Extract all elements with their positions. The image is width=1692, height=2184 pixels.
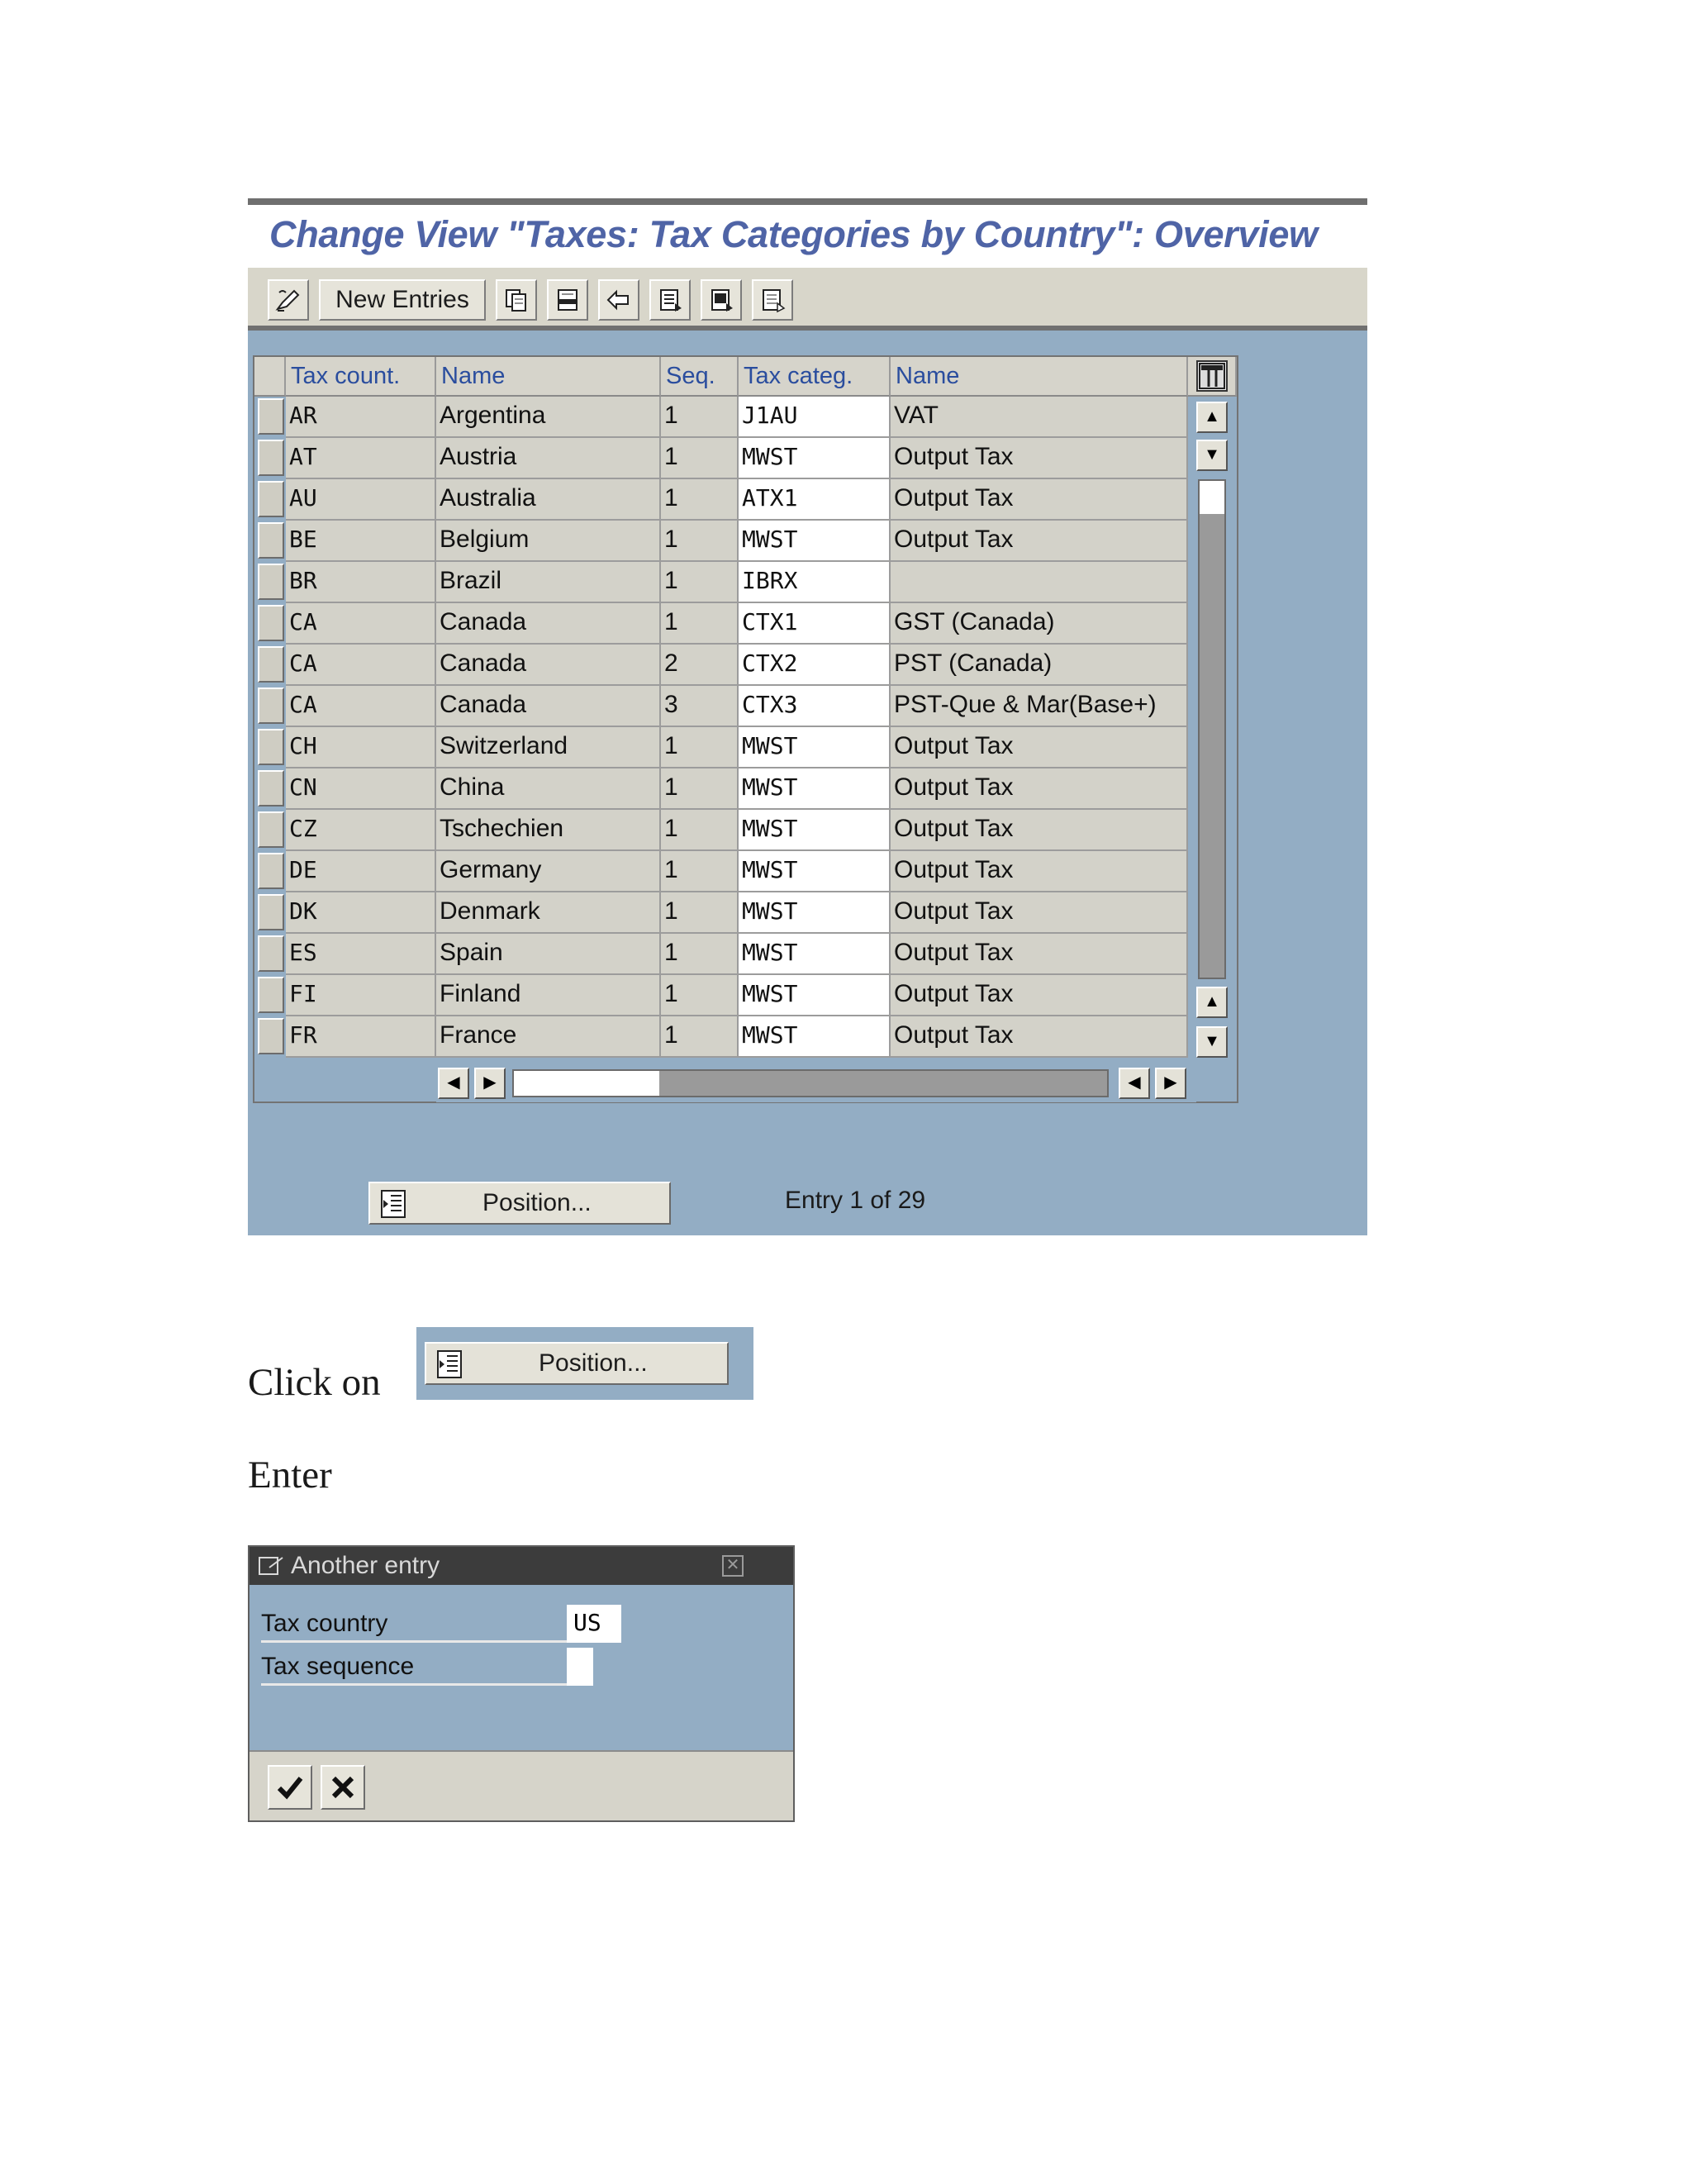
cell-tax-country: FI bbox=[286, 975, 436, 1016]
row-selector[interactable] bbox=[258, 688, 284, 724]
cell-seq: 1 bbox=[661, 768, 739, 810]
cell-tax-country: ES bbox=[286, 934, 436, 975]
dialog-close-icon[interactable]: ✕ bbox=[722, 1555, 744, 1577]
row-selector[interactable] bbox=[258, 398, 284, 435]
cell-category-name: GST (Canada) bbox=[891, 603, 1188, 645]
dialog-icon bbox=[258, 1554, 286, 1577]
table-row bbox=[254, 851, 1188, 892]
cell-seq: 1 bbox=[661, 603, 739, 645]
cell-tax-country: CA bbox=[286, 645, 436, 686]
horizontal-scrollbar[interactable] bbox=[436, 1064, 1196, 1102]
table-row bbox=[254, 892, 1188, 934]
cell-category-name: Output Tax bbox=[891, 479, 1188, 521]
entry-info: Entry 1 of 29 bbox=[785, 1187, 926, 1214]
cell-tax-category[interactable]: MWST bbox=[739, 810, 891, 851]
horizontal-scrollbar-thumb[interactable] bbox=[514, 1071, 659, 1096]
position-button-illustration bbox=[416, 1327, 753, 1400]
cell-tax-category[interactable]: MWST bbox=[739, 934, 891, 975]
cell-seq: 1 bbox=[661, 851, 739, 892]
table-row bbox=[254, 768, 1188, 810]
undo-icon[interactable] bbox=[598, 279, 639, 321]
cell-country-name: Australia bbox=[436, 479, 661, 521]
select-all-rows-header[interactable] bbox=[254, 357, 286, 397]
table-row bbox=[254, 975, 1188, 1016]
horizontal-scrollbar-track[interactable] bbox=[512, 1069, 1109, 1097]
column-header-name[interactable]: Name bbox=[436, 357, 661, 397]
cell-country-name: Canada bbox=[436, 686, 661, 727]
table-settings-icon[interactable] bbox=[1196, 360, 1228, 392]
cell-tax-country: CH bbox=[286, 727, 436, 768]
cell-tax-country: BR bbox=[286, 562, 436, 603]
table-row bbox=[254, 479, 1188, 521]
sap-window bbox=[248, 198, 1367, 1235]
cell-category-name: Output Tax bbox=[891, 975, 1188, 1016]
row-selector[interactable] bbox=[258, 522, 284, 559]
cell-category-name: Output Tax bbox=[891, 892, 1188, 934]
cell-category-name: PST-Que & Mar(Base+) bbox=[891, 686, 1188, 727]
row-selector[interactable] bbox=[258, 729, 284, 765]
cell-tax-category[interactable]: CTX1 bbox=[739, 603, 891, 645]
cell-category-name: Output Tax bbox=[891, 934, 1188, 975]
instruction-click-on: Click on bbox=[248, 1361, 381, 1404]
row-selector[interactable] bbox=[258, 853, 284, 889]
illustration-position-label: Position... bbox=[539, 1349, 648, 1377]
cell-tax-country: CA bbox=[286, 603, 436, 645]
illustration-position-button[interactable] bbox=[425, 1342, 729, 1385]
cell-tax-category[interactable]: J1AU bbox=[739, 397, 891, 438]
position-button-label: Position... bbox=[482, 1189, 592, 1216]
scroll-down-icon[interactable]: ▼ bbox=[1196, 440, 1228, 471]
cell-seq: 1 bbox=[661, 934, 739, 975]
tax-sequence-label: Tax sequence bbox=[261, 1648, 567, 1686]
cell-category-name: Output Tax bbox=[891, 1016, 1188, 1058]
cell-country-name: Canada bbox=[436, 645, 661, 686]
cell-seq: 2 bbox=[661, 645, 739, 686]
cell-category-name: PST (Canada) bbox=[891, 645, 1188, 686]
dialog-title-bar bbox=[250, 1547, 793, 1585]
column-header-tax-category[interactable]: Tax categ. bbox=[739, 357, 891, 397]
cell-tax-category[interactable]: MWST bbox=[739, 521, 891, 562]
new-entries-button[interactable] bbox=[319, 279, 486, 321]
window-top-border bbox=[248, 198, 1367, 205]
cell-tax-category[interactable]: MWST bbox=[739, 892, 891, 934]
cell-country-name: Belgium bbox=[436, 521, 661, 562]
table-row bbox=[254, 934, 1188, 975]
copy-icon[interactable] bbox=[496, 279, 537, 321]
tax-category-table bbox=[253, 355, 1238, 1103]
cell-tax-country: CZ bbox=[286, 810, 436, 851]
title-area bbox=[248, 205, 1367, 268]
row-selector[interactable] bbox=[258, 564, 284, 600]
column-header-tax-country[interactable]: Tax count. bbox=[286, 357, 436, 397]
instruction-enter: Enter bbox=[248, 1454, 332, 1496]
cell-country-name: Canada bbox=[436, 603, 661, 645]
cell-category-name: Output Tax bbox=[891, 768, 1188, 810]
table-row bbox=[254, 397, 1188, 438]
vertical-scrollbar[interactable] bbox=[1193, 398, 1231, 1066]
cell-seq: 3 bbox=[661, 686, 739, 727]
row-selector[interactable] bbox=[258, 977, 284, 1013]
cell-category-name bbox=[891, 562, 1188, 603]
cell-category-name: Output Tax bbox=[891, 851, 1188, 892]
dialog-footer bbox=[250, 1750, 793, 1820]
cell-seq: 1 bbox=[661, 892, 739, 934]
deselect-all-icon[interactable] bbox=[752, 279, 793, 321]
cell-tax-category[interactable]: CTX2 bbox=[739, 645, 891, 686]
row-selector[interactable] bbox=[258, 770, 284, 807]
scrollbar-thumb[interactable] bbox=[1200, 481, 1224, 514]
tax-country-label: Tax country bbox=[261, 1605, 567, 1643]
column-settings-cell bbox=[1188, 357, 1237, 397]
select-all-icon[interactable] bbox=[649, 279, 691, 321]
position-button[interactable] bbox=[368, 1182, 671, 1225]
cell-seq: 1 bbox=[661, 727, 739, 768]
cell-country-name: Finland bbox=[436, 975, 661, 1016]
cell-seq: 1 bbox=[661, 479, 739, 521]
scroll-up-icon[interactable]: ▲ bbox=[1196, 402, 1228, 433]
cell-tax-country: FR bbox=[286, 1016, 436, 1058]
cell-category-name: Output Tax bbox=[891, 521, 1188, 562]
cell-tax-country: CN bbox=[286, 768, 436, 810]
cell-country-name: Spain bbox=[436, 934, 661, 975]
screen-title: Change View "Taxes: Tax Categories by Country": Overview bbox=[269, 213, 1318, 255]
cell-tax-category[interactable]: MWST bbox=[739, 438, 891, 479]
cell-tax-country: DE bbox=[286, 851, 436, 892]
column-header-seq[interactable]: Seq. bbox=[661, 357, 739, 397]
cell-seq: 1 bbox=[661, 521, 739, 562]
scroll-left-icon[interactable]: ◀ bbox=[438, 1068, 469, 1099]
cell-tax-category[interactable]: MWST bbox=[739, 727, 891, 768]
cell-category-name: Output Tax bbox=[891, 727, 1188, 768]
dialog-title: Another entry bbox=[291, 1552, 440, 1579]
cancel-x-icon[interactable] bbox=[321, 1765, 365, 1810]
cell-country-name: Tschechien bbox=[436, 810, 661, 851]
table-row bbox=[254, 645, 1188, 686]
cell-tax-category[interactable]: ATX1 bbox=[739, 479, 891, 521]
cell-tax-category[interactable]: MWST bbox=[739, 851, 891, 892]
row-selector[interactable] bbox=[258, 935, 284, 972]
tax-country-input[interactable]: US bbox=[567, 1605, 621, 1643]
column-header-category-name[interactable]: Name bbox=[891, 357, 1188, 397]
cell-tax-country: AR bbox=[286, 397, 436, 438]
scrollbar-track[interactable] bbox=[1198, 479, 1226, 979]
row-selector[interactable] bbox=[258, 646, 284, 683]
cell-seq: 1 bbox=[661, 438, 739, 479]
cell-country-name: France bbox=[436, 1016, 661, 1058]
cell-country-name: Denmark bbox=[436, 892, 661, 934]
table-row bbox=[254, 562, 1188, 603]
cell-seq: 1 bbox=[661, 397, 739, 438]
cell-tax-category[interactable]: MWST bbox=[739, 1016, 891, 1058]
row-selector[interactable] bbox=[258, 440, 284, 476]
cell-country-name: Germany bbox=[436, 851, 661, 892]
page-up-icon[interactable]: ▲ bbox=[1196, 987, 1228, 1018]
table-row bbox=[254, 727, 1188, 768]
cell-category-name: VAT bbox=[891, 397, 1188, 438]
cell-seq: 1 bbox=[661, 1016, 739, 1058]
table-row bbox=[254, 686, 1188, 727]
application-toolbar bbox=[248, 268, 1367, 331]
row-selector[interactable] bbox=[258, 481, 284, 517]
cell-tax-country: CA bbox=[286, 686, 436, 727]
page-down-icon[interactable]: ▼ bbox=[1196, 1026, 1228, 1058]
cell-tax-country: AT bbox=[286, 438, 436, 479]
table-row bbox=[254, 810, 1188, 851]
cell-seq: 1 bbox=[661, 562, 739, 603]
cell-tax-category[interactable]: MWST bbox=[739, 975, 891, 1016]
row-selector[interactable] bbox=[258, 1018, 284, 1054]
table-row bbox=[254, 603, 1188, 645]
cell-tax-category[interactable]: MWST bbox=[739, 768, 891, 810]
confirm-check-icon[interactable] bbox=[268, 1765, 312, 1810]
cell-country-name: Switzerland bbox=[436, 727, 661, 768]
cell-tax-country: BE bbox=[286, 521, 436, 562]
table-row bbox=[254, 521, 1188, 562]
row-selector[interactable] bbox=[258, 605, 284, 641]
display-change-icon[interactable] bbox=[268, 279, 309, 321]
new-entries-label: New Entries bbox=[335, 286, 469, 313]
table-row bbox=[254, 438, 1188, 479]
cell-seq: 1 bbox=[661, 975, 739, 1016]
row-selector[interactable] bbox=[258, 811, 284, 848]
cell-tax-country: AU bbox=[286, 479, 436, 521]
position-icon bbox=[378, 1188, 410, 1220]
select-block-icon[interactable] bbox=[701, 279, 742, 321]
cell-country-name: Brazil bbox=[436, 562, 661, 603]
tax-sequence-input[interactable] bbox=[567, 1648, 593, 1686]
position-icon bbox=[435, 1349, 466, 1380]
table-row bbox=[254, 1016, 1188, 1058]
column-scroll-left-icon[interactable]: ◀ bbox=[1119, 1068, 1150, 1099]
cell-category-name: Output Tax bbox=[891, 810, 1188, 851]
cell-tax-category[interactable]: IBRX bbox=[739, 562, 891, 603]
cell-tax-category[interactable]: CTX3 bbox=[739, 686, 891, 727]
cell-tax-country: DK bbox=[286, 892, 436, 934]
cell-country-name: China bbox=[436, 768, 661, 810]
column-scroll-right-icon[interactable]: ▶ bbox=[1155, 1068, 1186, 1099]
delete-icon[interactable] bbox=[547, 279, 588, 321]
scroll-right-icon[interactable]: ▶ bbox=[474, 1068, 506, 1099]
cell-country-name: Argentina bbox=[436, 397, 661, 438]
cell-category-name: Output Tax bbox=[891, 438, 1188, 479]
cell-country-name: Austria bbox=[436, 438, 661, 479]
cell-seq: 1 bbox=[661, 810, 739, 851]
row-selector[interactable] bbox=[258, 894, 284, 930]
another-entry-dialog bbox=[248, 1545, 795, 1822]
